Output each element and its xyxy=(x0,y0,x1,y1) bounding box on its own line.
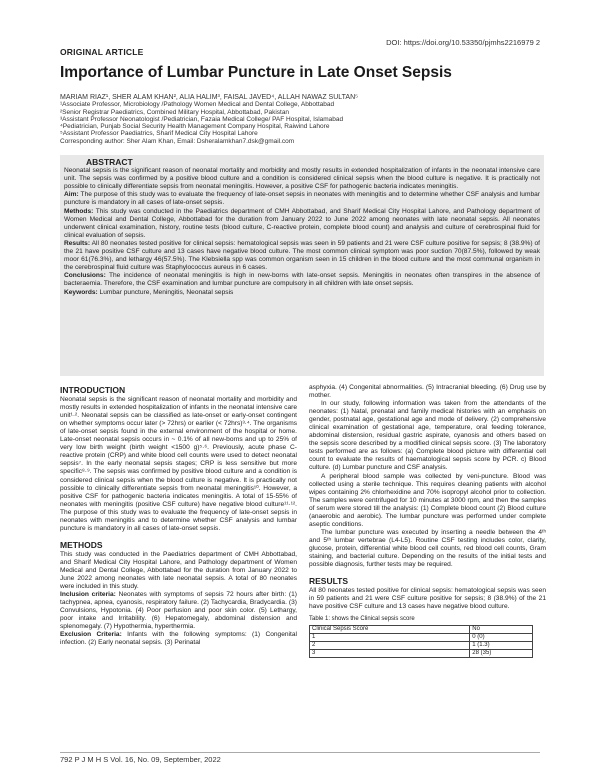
results-heading: RESULTS xyxy=(309,576,349,587)
abstract-methods xyxy=(64,208,540,240)
table-header-cell: Clinical Sepsis Score xyxy=(310,626,470,634)
results-text: All 80 neonates tested positive for clinical sepsis: hematological sepsis was seen in 59 patients and 21 were CSF culture positive for sepsis; 8 (38.9%) of the 21 have positive CSF culture and 13 cases have negative blood culture. The most common clinical symptom was poor suction 70(87.5%), followed by weak moor 61(76.3%), and lethargy 46(57.5%). The Klebsiella spp was common organism seen in 15 children in the blood culture and the most communal organism in the cerebrospinal fluid culture was Staphylococcus aureus in 6 cases. xyxy=(64,239,540,272)
table-row xyxy=(310,634,533,642)
author-names: MARIAM RIAZ¹, SHER ALAM KHAN², ALIA HALIM³, FAISAL JAVED⁴, ALLAH NAWAZ SULTAN⁵ xyxy=(60,94,359,101)
abstract-results xyxy=(64,240,540,272)
footer-rule xyxy=(60,752,540,753)
exclusion-criteria xyxy=(60,631,297,647)
table-header-row xyxy=(310,626,533,634)
methods-label: Methods: xyxy=(64,207,94,215)
affiliation-2: ²Senior Registrar Paediatrics, Combined Military Hospital, Abbottabad, Pakistan xyxy=(60,108,290,116)
inclusion-label: Inclusion criteria: xyxy=(60,591,116,599)
exclusion-label: Exclusion Criteria: xyxy=(60,631,122,639)
abstract-heading: ABSTRACT xyxy=(86,157,133,167)
table-cell: 1 xyxy=(310,634,470,642)
right-column xyxy=(309,384,546,658)
abstract-intro: Neonatal sepsis is the significant reason of neonatal mortality and morbidity and mostly results in extended hospitalization of infants in the neonatal intensive care unit. The sepsis was confirmed by a positive blood culture and a condition is considered clinical sepsis when the blood culture is negative. It is practically not possible to clinically differentiate sepsis from neonatal meningitis. However, a positive CSF for pathogenic bacteria indicates meningitis. xyxy=(64,167,540,191)
table-cell: 2 xyxy=(310,642,470,650)
conclusions-label: Conclusions: xyxy=(64,272,106,280)
aim-text: The purpose of this study was to evaluate the frequency of late-onset sepsis in neonates with meningitis and to determine whether CSF analysis and lumbar puncture is mandatory in all cases of late-onset sepsis. xyxy=(64,191,540,207)
abstract-aim xyxy=(64,191,540,207)
left-column xyxy=(60,378,297,647)
keywords-text: Lumbar puncture, Meningitis, Neonatal sepsis xyxy=(97,288,234,296)
affiliation-4: ⁴Pediatrician, Punjab Social Security Health Management Company Hospital, Raiwind Lahore xyxy=(60,123,330,131)
table-cell: 28 (35) xyxy=(470,650,533,658)
author-block xyxy=(60,94,560,145)
inclusion-criteria xyxy=(60,591,297,631)
methods-heading: METHODS xyxy=(60,539,103,550)
right-paragraph-3: A peripheral blood sample was collected by veni-puncture. Blood was collected using a sterile technique. This requires cleaning patients with alcohol wipes containing 2% chlorhexidine and 70% isopropyl alcohol prior to collection. The samples were centrifuged for 10 minutes at 3000 rpm, and then the samples of serum were stored till the analysis: (1) Complete blood count (2) Blood culture (anaerobic and aerobic). The lumbar puncture was performed under complete aseptic conditions. xyxy=(309,472,546,528)
keywords-label: Keywords: xyxy=(64,288,98,296)
right-paragraph-2: In our study, following information was taken from the attendants of the neonates: (1) Natal, prenatal and family medical histories with an emphasis on gender, postnatal age, gestational age and mode of delivery. (2) comprehensive clinical examination of gestational age, temperature, oral feeding tolerance, abdominal distension, residual gastric aspirate, cyanosis and others based on the sepsis score described by a modified clinical sepsis score. (3) The laboratory tests performed are as follows: (a) Complete blood picture with differential cell count to evaluate the results of haematological sepsis score by PCR. c) Blood culture. (d) Lumbar puncture and CSF analysis. xyxy=(309,400,546,472)
article-type: ORIGINAL ARTICLE xyxy=(60,47,144,57)
affiliation-5: ⁵Assistant Professor Paediatrics, Sharif Medical City Hospital Lahore xyxy=(60,130,258,138)
table-header-cell: No xyxy=(470,626,533,634)
table-row xyxy=(310,650,533,658)
abstract-keywords xyxy=(64,289,540,297)
introduction-text: Neonatal sepsis is the significant reason of neonatal mortality and morbidity and mostly results in extended hospitalization of infants in the neonatal intensive care unit¹·². Neonatal sepsis can be classified as late-onset or early-onset contingent on whether symptoms occur later (> 72hrs) or earlier (< 72hrs)³·⁴. The organisms of late-onset sepsis found in the external environment of the hospital or home. Late-onset neonatal sepsis occurs in ~ 0.1% of all new-borns and up to 25% of very low birth weight (birth weight <1500 g)⁵·⁶. Previously, acute phase C-reactive protein (CRP) and white blood cell counts were used to detect neonatal sepsis⁷. In the early neonatal sepsis stages; CRP is less sensitive but more specific⁸·⁹. The sepsis was confirmed by positive blood culture and a condition is considered clinical sepsis when the blood culture is negative. It is practically not possible to clinically differentiate sepsis from neonatal meningitis¹⁰. However, a positive CSF for pathogenic bacteria indicates meningitis. A total of 15-55% of neonates with meningitis (positive CSF culture) have negative blood culture¹¹·¹². The purpose of this study was to evaluate the frequency of late-onset sepsis in neonates with meningitis and to determine whether CSF analysis and lumbar puncture is mandatory in all cases of late-onset sepsis. xyxy=(60,396,297,532)
methods-body: This study was conducted in the Paediatrics department of CMH Abbottabad, and Sharif Medical City Hospital Lahore, and Pathology department of Women Medical and Dental College, Abbottabad for the duration from January 2022 to June 2022 among neonates with late neonatal sepsis. A total of 80 neonates were included in this study. xyxy=(60,550,297,591)
abstract-conclusions xyxy=(64,272,540,288)
article-title: Importance of Lumbar Puncture in Late Onset Sepsis xyxy=(60,64,452,81)
table-cell: 0 (0) xyxy=(470,634,533,642)
table-row xyxy=(310,642,533,650)
page-footer: 792 P J M H S Vol. 16, No. 09, September, 2022 xyxy=(60,755,221,764)
sepsis-score-table xyxy=(309,625,533,658)
introduction-heading: INTRODUCTION xyxy=(60,385,126,395)
results-body: All 80 neonates tested positive for clinical sepsis: hematological sepsis was seen in 59 patients and 21 were CSF culture positive for sepsis; 8 (38.9%) of the 21 have positive CSF culture and 13 cases have negative blood culture. xyxy=(309,587,546,611)
table-caption: Table 1: shows the Clinical sepsis score xyxy=(309,616,415,623)
affiliation-1: ¹Associate Professor, Microbiology /Pathology Women Medical and Dental College, Abbottabad xyxy=(60,101,335,109)
methods-text: This study was conducted in the Paediatrics department of CMH Abbottabad, and Sharif Medical City Hospital Lahore, and Pathology department of Women Medical and Dental College, Abbottabad for the duration from January 2022 to June 2022 among neonates with late neonatal sepsis. All neonates underwent clinical examination, history, routine tests (blood culture, C-reactive protein, complete blood count) and analysis and culture of cerebrospinal fluid for clinical evaluation of sepsis. xyxy=(64,207,540,239)
right-paragraph-1: asphyxia. (4) Congenital abnormalities. (5) Intracranial bleeding. (6) Drug use by mother. xyxy=(309,384,546,400)
aim-label: Aim: xyxy=(64,191,79,199)
inclusion-text: Neonates with symptoms of sepsis 72 hours after birth: (1) tachypnea, apnea, cyanosis, respiratory failure. (2) Tachycardia, Bradycardia. (3) Convulsions, Hypotonia. (4) Poor perfusion and poor skin color. (5) Lethargy, poor intake and Irritability. (6) Hepatomegaly, abdominal distension and splenomegaly. (7) Hypothermia, hyperthermia. xyxy=(60,591,297,631)
table-cell: 1 (1.3) xyxy=(470,642,533,650)
right-paragraph-4: The lumbar puncture was executed by inserting a needle between the 4ᵗʰ and 5ᵗʰ lumbar vertebrae (L4-L5). Routine CSF testing includes color, clarity, glucose, protein, differential white blood cell counts, red blood cell counts, Gram staining, and bacterial culture. Depending on the results of the initial tests and possible diagnosis, further tests may be required. xyxy=(309,528,546,569)
exclusion-text: Infants with the following symptoms: (1) Congenital infection. (2) Early neonatal sepsis. (3) Perinatal xyxy=(60,631,297,647)
corresponding-author: Corresponding author: Sher Alam Khan, Email: Dsheralamkhan7.dsk@gmail.com xyxy=(60,137,295,145)
results-label: Results: xyxy=(64,239,91,247)
abstract-box xyxy=(60,155,544,376)
affiliation-3: ³Assistant Professor Neonatologist /Pediatrician, Fazaia Medical College/ PAF Hospital, Islamabad xyxy=(60,115,344,123)
table-cell: 3 xyxy=(310,650,470,658)
doi-link[interactable]: DOI: https://doi.org/10.53350/pjmhs2216979 2 xyxy=(386,38,540,47)
conclusions-text: The incidence of neonatal meningitis is high in new-borns with late-onset sepsis. Meningitis in neonates often transpires in the absence of bacteraemia. Therefore, the CSF examination and lumbar puncture are compulsory in all children with late onset sepsis. xyxy=(64,272,540,288)
